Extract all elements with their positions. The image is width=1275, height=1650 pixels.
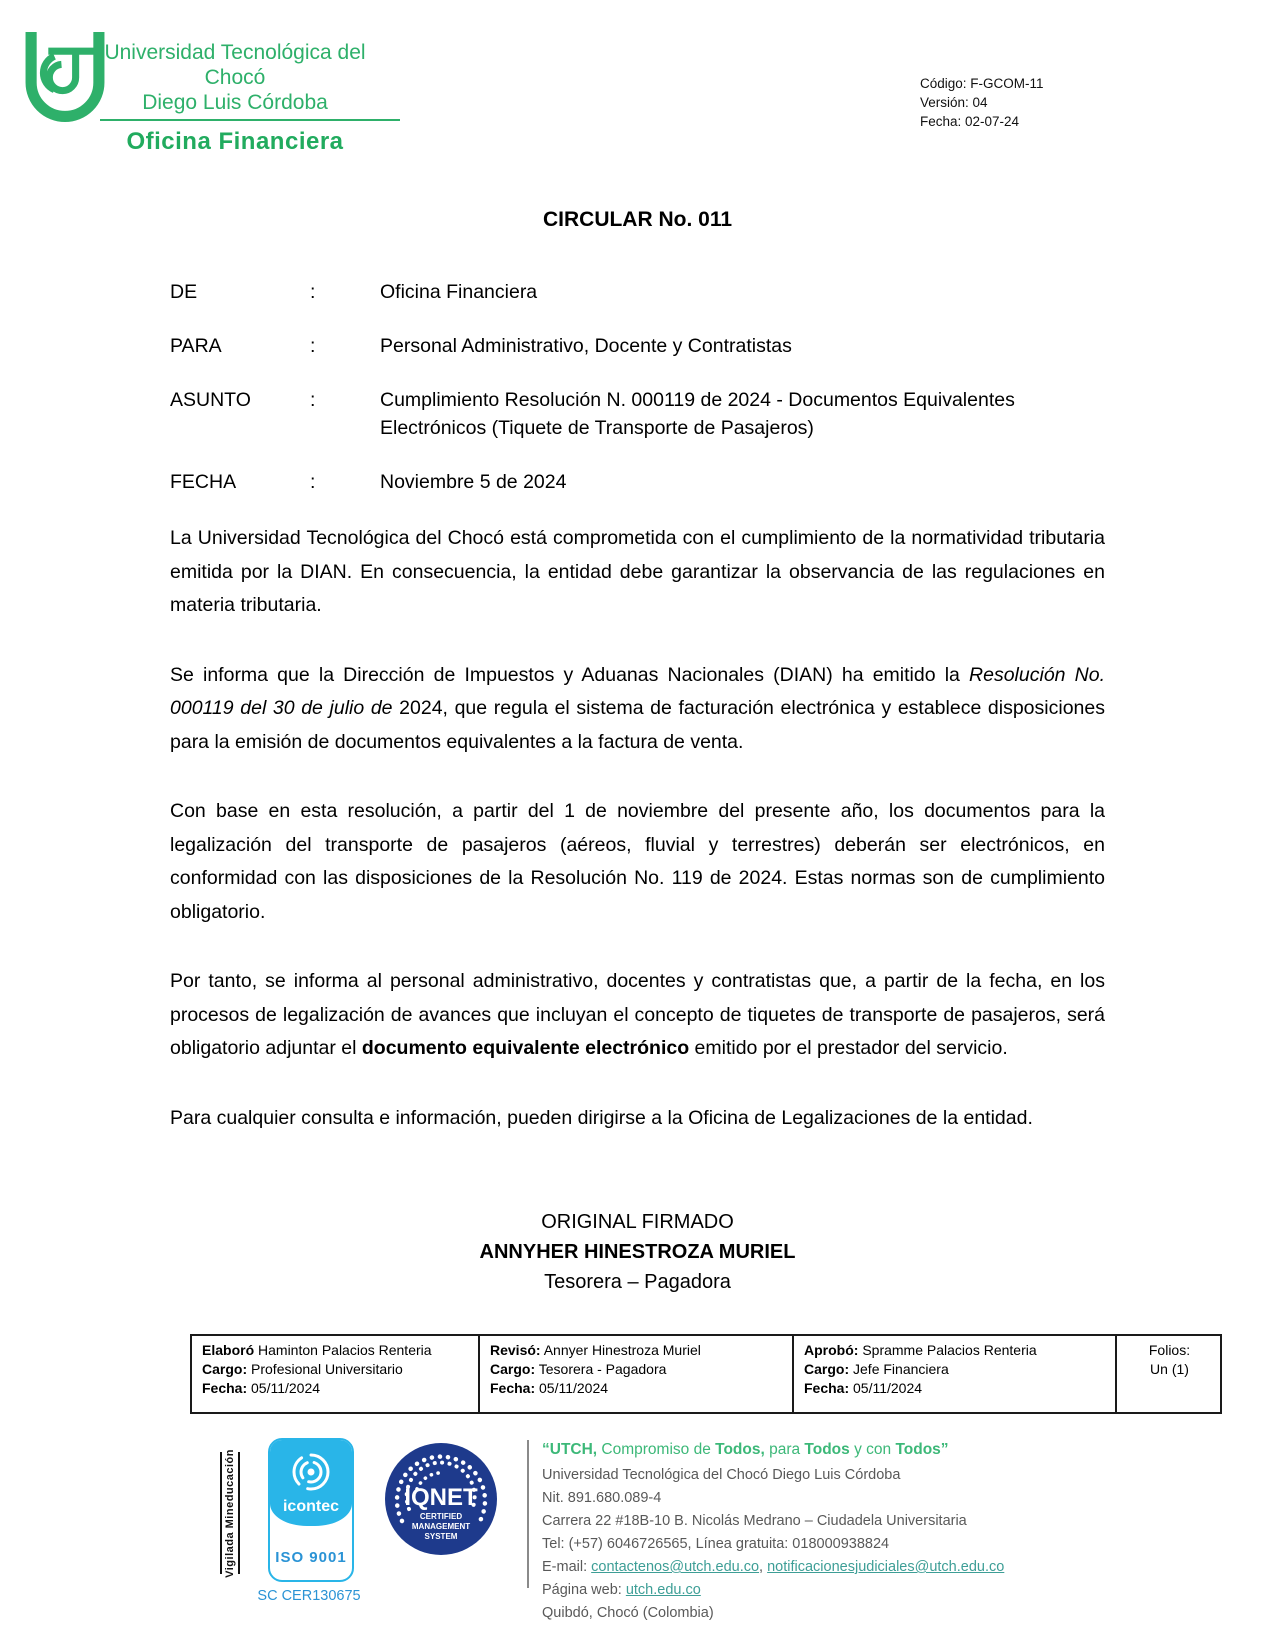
paragraph-4-text: emitido por el prestador del servicio. — [689, 1037, 1008, 1059]
slogan-part: Todos” — [895, 1441, 949, 1458]
meta-colon: : — [310, 389, 316, 411]
footer-web-line — [542, 1579, 1102, 1602]
utch-logo-icon — [22, 26, 108, 126]
icontec-badge-top — [270, 1440, 352, 1526]
website-link[interactable]: utch.edu.co — [625, 1582, 701, 1598]
fecha-label: Fecha: — [202, 1380, 248, 1396]
document-format-date: Fecha: 02-07-24 — [920, 114, 1020, 129]
cargo-line — [804, 1360, 1107, 1379]
university-name-line1: Universidad Tecnológica del Chocó — [104, 41, 366, 89]
elaboro-name: Haminton Palacios Renteria — [254, 1342, 432, 1358]
fecha-value: 05/11/2024 — [849, 1380, 923, 1396]
signature-name: ANNYHER HINESTROZA MURIEL — [479, 1241, 796, 1263]
office-name: Oficina Financiera — [126, 128, 344, 155]
footer-nit: Nit. 891.680.089-4 — [542, 1490, 662, 1506]
fecha-line — [804, 1379, 1107, 1398]
page-footer — [0, 1438, 1275, 1650]
slogan-part: para — [764, 1441, 805, 1458]
meta-row-fecha — [170, 468, 1105, 496]
paragraph-4-bold: documento equivalente electrónico — [361, 1037, 690, 1059]
paragraph-4-text: Por tanto, se informa al personal administrativo, docentes y contratistas que, a partir de la fecha, en los procesos de legalización de avances que incluyan el concepto de tiquetes de transporte de pasajeros, será obligatorio adjuntar el — [170, 970, 1105, 1059]
reviso-label: Revisó: — [490, 1342, 541, 1358]
certificate-number: SC CER130675 — [257, 1588, 361, 1604]
vigilada-mineducacion-strip — [220, 1448, 240, 1578]
aprobo-name: Spramme Palacios Renteria — [858, 1342, 1037, 1358]
fecha-label: Fecha: — [804, 1380, 850, 1396]
footer-phone: Tel: (+57) 6046726565, Línea gratuita: 018000938824 — [542, 1536, 890, 1552]
cargo-line — [202, 1360, 470, 1379]
reviso-cell — [479, 1335, 793, 1413]
meta-value: Oficina Financiera — [380, 281, 538, 303]
fecha-line — [202, 1379, 470, 1398]
brand-divider-line — [100, 119, 400, 121]
elaboro-cell — [191, 1335, 479, 1413]
cargo-value: Profesional Universitario — [247, 1361, 403, 1377]
cargo-label: Cargo: — [804, 1361, 850, 1377]
meta-colon: : — [310, 335, 316, 357]
paragraph-4 — [170, 965, 1105, 1066]
footer-divider-line — [527, 1440, 529, 1588]
vigilada-label: Vigilada Mineducación — [224, 1448, 236, 1578]
iqnet-badge — [385, 1443, 497, 1555]
cargo-label: Cargo: — [490, 1361, 536, 1377]
signature-block — [170, 1207, 1105, 1297]
icontec-badge — [268, 1438, 354, 1582]
circular-title: CIRCULAR No. 011 — [542, 208, 733, 231]
footer-contact-block — [542, 1438, 1102, 1625]
email-link-notificaciones[interactable]: notificacionesjudiciales@utch.edu.co — [767, 1559, 1005, 1575]
iqnet-wordmark: IQNET — [404, 1484, 478, 1511]
meta-value: Personal Administrativo, Docente y Contratistas — [380, 335, 792, 357]
iqnet-system-label: SYSTEM — [424, 1532, 458, 1541]
folios-value: Un (1) — [1150, 1361, 1189, 1377]
table-row — [191, 1335, 1221, 1413]
university-brand — [100, 40, 370, 156]
fecha-line — [490, 1379, 784, 1398]
paragraph-3: Con base en esta resolución, a partir del 1 de noviembre del presente año, los documentos para la legalización del transporte de pasajeros (aéreos, fluvial y terrestres) deberán ser electrónicos, en conformidad con las disposiciones de la Resolución No. 119 de 2024. Estas normas son de cumplimiento obligatorio. — [170, 800, 1105, 923]
cargo-line — [490, 1360, 784, 1379]
elaboro-label: Elaboró — [202, 1342, 255, 1358]
iso-9001-label: ISO 9001 — [275, 1549, 347, 1566]
footer-address: Carrera 22 #18B-10 B. Nicolás Medrano – Ciudadela Universitaria — [542, 1513, 967, 1529]
approval-table — [190, 1334, 1222, 1414]
footer-university-name: Universidad Tecnológica del Chocó Diego Luis Córdoba — [542, 1467, 901, 1483]
email-separator: , — [759, 1559, 768, 1575]
icontec-swirl-icon — [289, 1450, 333, 1494]
paragraph-2-italic: Resolución No. 000119 del 30 de julio de — [170, 663, 1105, 719]
meta-label: PARA — [170, 335, 222, 357]
slogan-part: “UTCH, — [542, 1441, 598, 1458]
icontec-wordmark: icontec — [282, 1498, 339, 1515]
cargo-value: Jefe Financiera — [849, 1361, 949, 1377]
utch-slogan — [542, 1438, 1102, 1461]
paragraph-5: Para cualquier consulta e información, pueden dirigirse a la Oficina de Legalizaciones de la entidad. — [170, 1106, 1033, 1129]
document-code: Código: F-GCOM-11 — [920, 76, 1044, 91]
footer-email-line — [542, 1556, 1102, 1579]
iqnet-management-label: MANAGEMENT — [411, 1522, 471, 1531]
iqnet-certified-label: CERTIFIED — [419, 1512, 463, 1521]
cargo-label: Cargo: — [202, 1361, 248, 1377]
meta-colon: : — [310, 471, 316, 493]
meta-value: Noviembre 5 de 2024 — [380, 471, 567, 493]
meta-value: Cumplimiento Resolución N. 000119 de 2024 - Documentos Equivalentes Electrónicos (Tiquete de Transporte de Pasajeros) — [380, 389, 1015, 439]
meta-row-de — [170, 278, 1105, 306]
university-name-line2: Diego Luis Córdoba — [142, 91, 328, 114]
document-version: Versión: 04 — [920, 95, 988, 110]
email-label: E-mail: — [542, 1559, 592, 1575]
fecha-value: 05/11/2024 — [247, 1380, 321, 1396]
signature-role: Tesorera – Pagadora — [544, 1271, 731, 1293]
paragraphs-section — [170, 522, 1105, 1135]
paragraph-1: La Universidad Tecnológica del Chocó está comprometida con el cumplimiento de la normatividad tributaria emitida por la DIAN. En consecuencia, la entidad debe garantizar la observancia de las regulaciones en materia tributaria. — [170, 527, 1105, 616]
document-body — [170, 208, 1105, 1297]
meta-label: DE — [170, 281, 198, 303]
fecha-label: Fecha: — [490, 1380, 536, 1396]
meta-label: ASUNTO — [170, 389, 251, 411]
folios-cell — [1116, 1335, 1221, 1413]
meta-label: FECHA — [170, 471, 237, 493]
reviso-line — [490, 1341, 784, 1360]
meta-row-para — [170, 332, 1105, 360]
meta-colon: : — [310, 281, 316, 303]
email-link-contactenos[interactable]: contactenos@utch.edu.co — [591, 1559, 760, 1575]
slogan-part: Compromiso de — [597, 1441, 716, 1458]
meta-section — [170, 278, 1105, 496]
elaboro-line — [202, 1341, 470, 1360]
folios-label: Folios: — [1148, 1342, 1191, 1358]
meta-row-asunto — [170, 386, 1105, 442]
signature-original-firmado: ORIGINAL FIRMADO — [541, 1211, 734, 1233]
aprobo-label: Aprobó: — [804, 1342, 859, 1358]
aprobo-cell — [793, 1335, 1116, 1413]
fecha-value: 05/11/2024 — [535, 1380, 609, 1396]
paragraph-2-text: 2024, que regula el sistema de facturación electrónica y establece disposiciones para la emisión de documentos equivalentes a la factura de venta. — [170, 697, 1105, 753]
web-label: Página web: — [542, 1582, 626, 1598]
footer-city: Quibdó, Chocó (Colombia) — [542, 1605, 714, 1621]
paragraph-2-text: Se informa que la Dirección de Impuestos y Aduanas Nacionales (DIAN) ha emitido la — [170, 663, 970, 686]
slogan-part: y con — [849, 1441, 896, 1458]
cargo-value: Tesorera - Pagadora — [535, 1361, 667, 1377]
document-header — [0, 0, 1275, 155]
reviso-name: Annyer Hinestroza Muriel — [540, 1342, 701, 1358]
paragraph-2 — [170, 659, 1105, 760]
aprobo-line — [804, 1341, 1107, 1360]
slogan-part: Todos — [804, 1441, 850, 1458]
slogan-part: Todos, — [715, 1441, 765, 1458]
document-code-block — [920, 74, 1044, 131]
